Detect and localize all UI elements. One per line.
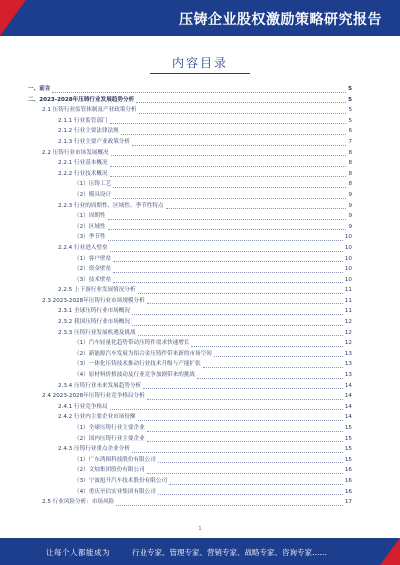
toc-entry-page: 15 [344,435,352,442]
toc-entry-title: 2.2.3 行业的周期性、区域性、季节性特点 [58,202,164,209]
toc-entry-title: （1）全球压铸行业主要企业 [74,425,145,431]
toc-leader-dots [138,420,343,421]
toc-entry-page: 8 [348,160,352,167]
table-of-contents [28,84,352,508]
toc-leader-dots [116,505,343,506]
toc-entry[interactable] [28,275,352,286]
toc-entry[interactable] [28,201,352,212]
toc-leader-dots [197,378,343,379]
toc-entry-page: 13 [344,350,352,357]
toc-entry-title: 2.2.4 行业进入壁垒 [58,244,108,251]
toc-entry-title: 2.3.1 全球压铸行业市场概况 [58,308,130,315]
toc-entry-title: （4）重庆至信实业集团有限公司 [74,488,156,495]
toc-entry[interactable] [28,84,352,95]
toc-entry-title: 2.5 行业风险分析：市场风险 [42,499,115,506]
toc-entry-page: 8 [348,181,352,188]
toc-leader-dots [132,452,343,453]
footer-tagline: 行业专家、管理专家、营销专家、战略专家、咨询专家…… [132,548,327,557]
toc-entry-page: 16 [344,477,352,484]
toc-entry-page: 16 [344,488,352,495]
toc-entry-title: （1）客户壁垒 [74,255,112,262]
toc-entry-page: 15 [344,446,352,453]
page-number: 1 [198,526,202,532]
toc-entry-title: 2.4 2023-2028年压铸行业竞争格局分析 [42,393,145,400]
toc-leader-dots [108,219,347,220]
toc-entry-title: 2.3.3 压铸行业发展机遇及挑战 [58,329,136,336]
toc-entry-page: 5 [348,107,352,114]
toc-entry-title: 一、前言 [28,86,51,92]
toc-entry-title: 2.4.1 行业竞争格局 [58,403,108,410]
toc-entry-page: 9 [348,191,352,198]
toc-entry[interactable] [28,391,352,402]
toc-entry-page: 11 [344,287,352,294]
toc-leader-dots [113,187,346,188]
toc-entry-title: （2）区域性 [74,223,106,230]
toc-entry[interactable] [28,476,352,487]
toc-entry-title: 2.4.2 行业内主要企业市场份额 [58,414,136,421]
page-header [0,0,400,36]
toc-entry[interactable] [28,306,352,317]
toc-entry[interactable] [28,285,352,296]
toc-entry[interactable] [28,254,352,265]
toc-leader-dots [111,155,347,156]
toc-leader-dots [158,462,343,463]
report-title: 压铸企业股权激励策略研究报告 [179,12,382,28]
toc-entry-title: （1）周期性 [74,213,106,220]
toc-heading-rule [150,73,250,74]
toc-entry-page: 10 [344,276,352,283]
toc-entry-title: 2.3.2 我国压铸行业市场概况 [58,319,130,326]
toc-entry[interactable] [28,370,352,381]
toc-entry[interactable] [28,328,352,339]
toc-entry[interactable] [28,222,352,233]
toc-leader-dots [203,367,343,368]
toc-entry-page: 10 [344,244,352,251]
toc-leader-dots [121,134,347,135]
toc-entry[interactable] [28,264,352,275]
toc-entry-page: 12 [344,329,352,336]
toc-entry-page: 10 [344,266,352,273]
toc-entry[interactable] [28,349,352,360]
toc-entry-title: 2.2.5 上下游行业发展情况分析 [58,287,136,294]
toc-entry-page: 10 [344,234,352,241]
toc-entry-title: （3）季节性 [74,234,106,241]
toc-entry-page: 10 [344,255,352,262]
toc-leader-dots [108,229,347,230]
toc-entry-title: 2.2.2 行业技术概况 [58,170,108,177]
toc-entry-page: 12 [344,340,352,347]
toc-leader-dots [113,282,343,283]
toc-leader-dots [147,399,343,400]
toc-leader-dots [169,484,343,485]
toc-leader-dots [113,261,343,262]
footer-slogan: 让每个人都能成为 [46,548,110,557]
toc-entry[interactable] [28,359,352,370]
toc-leader-dots [191,346,342,347]
toc-leader-dots [139,113,347,114]
toc-entry-page: 9 [348,213,352,220]
toc-entry-title: （2）国内压铸行业主要企业 [74,435,145,442]
toc-entry-title: （3）一体化压铸技术推动行业技术升级与产能扩张 [74,361,201,368]
toc-entry-title: 2.3.4 压铸行业未来发展趋势分析 [58,382,142,389]
toc-leader-dots [110,123,347,124]
toc-entry-title: （3）宁波旭升汽车技术股份有限公司 [74,477,168,484]
toc-entry-title: 2.1.1 行业监管部门 [58,117,108,124]
toc-entry[interactable] [28,444,352,455]
page-footer [0,538,400,565]
toc-entry-page: 13 [344,372,352,379]
toc-entry[interactable] [28,412,352,423]
toc-entry[interactable] [28,338,352,349]
toc-entry-title: 2.3 2023-2028年压铸行业市场规模分析 [42,297,145,304]
toc-entry-page: 6 [348,128,352,135]
toc-entry[interactable] [28,190,352,201]
toc-entry-page: 17 [344,499,352,506]
toc-leader-dots [110,409,343,410]
toc-entry-page: 14 [344,403,352,410]
toc-entry[interactable] [28,95,352,106]
toc-entry[interactable] [28,126,352,137]
toc-entry[interactable] [28,296,352,307]
toc-entry-page: 9 [348,223,352,230]
toc-entry-page: 15 [344,425,352,431]
toc-entry-title: 二、2023-2028年压铸行业发展趋势分析 [28,96,135,103]
toc-entry[interactable] [28,211,352,222]
toc-entry[interactable] [28,148,352,159]
toc-entry-title: （3）技术壁垒 [74,276,112,283]
toc-entry[interactable] [28,116,352,127]
toc-entry[interactable] [28,232,352,243]
toc-entry-title: 2.1 压铸行业监管体制及产业政策分析 [42,107,137,114]
toc-entry-page: 14 [344,393,352,400]
footer-accent-corner [380,538,400,565]
toc-entry-page: 5 [348,96,352,103]
toc-entry[interactable] [28,381,352,392]
toc-leader-dots [136,102,346,103]
toc-leader-dots [158,494,343,495]
toc-entry-title: 2.2.1 行业基本概况 [58,160,108,167]
toc-entry[interactable] [28,179,352,190]
toc-leader-dots [108,240,343,241]
toc-entry-title: （1）汽车轻量化趋势带动压铸件需求快速增长 [74,340,190,347]
toc-leader-dots [110,176,347,177]
toc-heading: 内容目录 [171,56,228,70]
toc-leader-dots [214,356,343,357]
toc-entry-title: （1）压铸工艺 [74,181,112,188]
toc-entry-page: 8 [348,170,352,177]
toc-leader-dots [138,335,343,336]
toc-entry[interactable] [28,434,352,445]
toc-leader-dots [113,272,343,273]
toc-entry[interactable] [28,169,352,180]
toc-entry-page: 14 [344,382,352,389]
toc-leader-dots [147,303,343,304]
toc-entry-page: 9 [348,202,352,209]
toc-entry[interactable] [28,487,352,498]
toc-entry-page: 5 [348,86,352,92]
toc-leader-dots [132,325,343,326]
toc-leader-dots [147,431,343,432]
toc-entry[interactable] [28,158,352,169]
toc-entry-page: 5 [348,117,352,124]
toc-entry[interactable] [28,402,352,413]
toc-entry[interactable] [28,497,352,508]
toc-entry-title: 2.4.3 压铸行业重点企业分析 [58,446,130,453]
toc-entry-page: 15 [344,456,352,463]
toc-leader-dots [147,441,343,442]
toc-entry-page: 11 [344,297,352,304]
toc-entry-title: 2.2 压铸行业市场发展概况 [42,149,109,156]
toc-entry-page: 8 [348,149,352,156]
toc-leader-dots [110,166,347,167]
toc-entry[interactable] [28,105,352,116]
toc-entry-title: （2）新能源汽车发展为铝合金压铸件带来新的市场空间 [74,350,212,357]
toc-entry-title: （2）资金壁垒 [74,266,112,273]
toc-entry-title: （2）模具设计 [74,191,112,198]
toc-entry-page: 14 [344,414,352,421]
toc-leader-dots [113,198,346,199]
toc-entry[interactable] [28,317,352,328]
toc-entry-page: 16 [344,467,352,474]
toc-leader-dots [52,92,346,93]
toc-entry-title: 2.1.2 行业主要法律法规 [58,128,119,135]
toc-leader-dots [138,293,343,294]
toc-entry-page: 12 [344,319,352,326]
toc-entry-page: 13 [344,361,352,368]
toc-entry-page: 11 [344,308,352,315]
toc-entry[interactable] [28,465,352,476]
toc-entry-page: 7 [348,138,352,145]
toc-leader-dots [132,314,343,315]
toc-leader-dots [110,251,343,252]
toc-entry-title: 2.1.3 行业主要产业政策分析 [58,138,130,145]
toc-leader-dots [132,145,346,146]
toc-entry[interactable] [28,423,352,434]
toc-leader-dots [143,388,343,389]
toc-entry[interactable] [28,137,352,148]
toc-entry[interactable] [28,243,352,254]
toc-leader-dots [166,208,347,209]
header-accent-corner [0,0,26,36]
toc-entry-title: （1）广东鸿图科技股份有限公司 [74,456,156,463]
toc-entry-title: （4）原材料价格波动及行业竞争加剧带来的挑战 [74,372,196,379]
toc-entry-title: （2）文灿集团股份有限公司 [74,467,145,474]
toc-entry[interactable] [28,455,352,466]
toc-leader-dots [147,473,343,474]
